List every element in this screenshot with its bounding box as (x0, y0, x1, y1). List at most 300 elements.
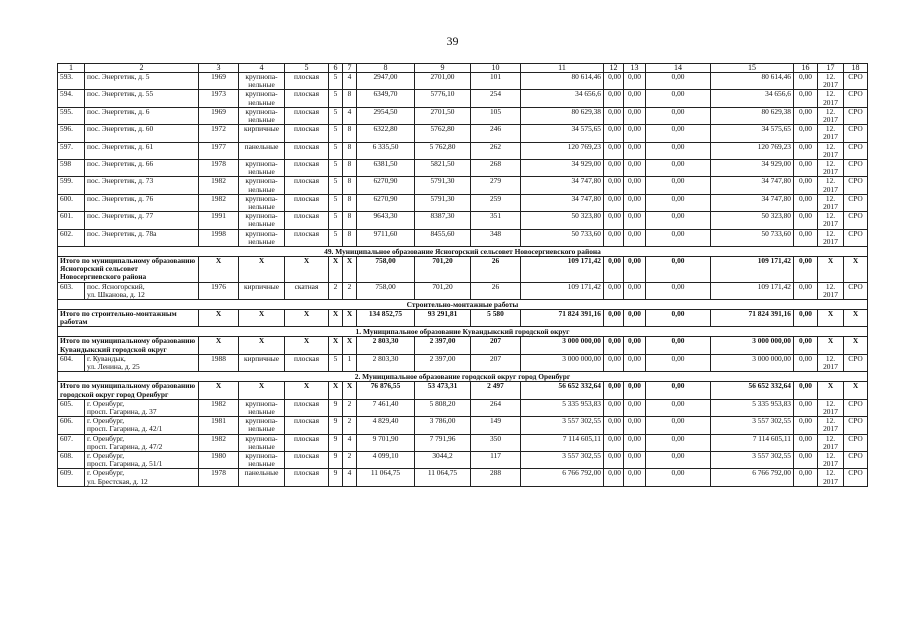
total-cell: 76 876,55 (357, 382, 415, 399)
table-cell: 0,00 (624, 469, 646, 486)
table-cell: 109 171,42 (521, 282, 604, 299)
table-cell: СРО (844, 229, 868, 246)
column-header: 1 (58, 64, 85, 73)
total-cell: 0,00 (794, 337, 818, 354)
table-cell: 1978 (199, 160, 239, 177)
total-cell: 134 852,75 (357, 310, 415, 327)
total-cell: 758,00 (357, 257, 415, 283)
table-cell: пос. Энергетик, д. 61 (85, 142, 199, 159)
table-cell: СРО (844, 417, 868, 434)
table-cell: г. Оренбург, просп. Гагарина, д. 51/1 (85, 451, 199, 468)
total-cell: 0,00 (646, 310, 711, 327)
table-cell: 1982 (199, 194, 239, 211)
total-cell: Х (199, 382, 239, 399)
table-cell: 12. 2017 (818, 282, 844, 299)
table-cell: 609. (58, 469, 85, 486)
table-cell: 0,00 (624, 90, 646, 107)
table-cell: СРО (844, 451, 868, 468)
table-cell: 5 762,80 (415, 142, 471, 159)
table-cell: 2954,50 (357, 107, 415, 124)
table-cell: пос. Энергетик, д. 66 (85, 160, 199, 177)
table-cell: пос. Энергетик, д. 6 (85, 107, 199, 124)
table-cell: 0,00 (646, 282, 711, 299)
table-cell: 0,00 (794, 282, 818, 299)
total-cell: 0,00 (624, 337, 646, 354)
table-cell: СРО (844, 160, 868, 177)
table-cell: плоская (285, 125, 329, 142)
table-cell: 50 733,60 (521, 229, 604, 246)
table-cell: пос. Энергетик, д. 55 (85, 90, 199, 107)
table-cell: 12. 2017 (818, 142, 844, 159)
table-cell: пос. Энергетик, д. 73 (85, 177, 199, 194)
total-cell: Х (818, 337, 844, 354)
table-cell: 34 747,80 (521, 177, 604, 194)
table-cell: пос. Энергетик, д. 76 (85, 194, 199, 211)
table-cell: 8 (343, 160, 357, 177)
table-cell: 4 829,40 (357, 417, 415, 434)
total-label: Итого по муниципальному образованию Кувандыкский городской округ (58, 337, 199, 354)
table-cell: 12. 2017 (818, 107, 844, 124)
table-cell: 120 769,23 (711, 142, 794, 159)
table-cell: 0,00 (624, 451, 646, 468)
table-cell: 2 (329, 282, 343, 299)
table-cell: 4 (343, 107, 357, 124)
table-cell: 0,00 (646, 125, 711, 142)
total-cell: 3 000 000,00 (711, 337, 794, 354)
table-cell: 12. 2017 (818, 469, 844, 486)
table-cell: плоская (285, 451, 329, 468)
table-cell: 3 557 302,55 (521, 451, 604, 468)
table-cell: 6381,50 (357, 160, 415, 177)
table-row (58, 469, 868, 486)
table-cell: 1991 (199, 212, 239, 229)
table-cell: 34 656,6 (521, 90, 604, 107)
table-cell: 12. 2017 (818, 417, 844, 434)
total-cell: Х (343, 382, 357, 399)
table-cell: г. Оренбург, просп. Гагарина, д. 42/1 (85, 417, 199, 434)
table-cell: плоская (285, 354, 329, 371)
total-label: Итого по муниципальному образованию городской округ город Оренбург (58, 382, 199, 399)
table-cell: 0,00 (624, 73, 646, 90)
total-cell: 0,00 (646, 382, 711, 399)
table-cell: крупнопа- нельные (239, 451, 285, 468)
table-cell: 12. 2017 (818, 399, 844, 416)
table-cell: плоская (285, 417, 329, 434)
table-cell: 109 171,42 (711, 282, 794, 299)
table-cell: крупнопа- нельные (239, 212, 285, 229)
table-cell: СРО (844, 194, 868, 211)
table-cell: крупнопа- нельные (239, 399, 285, 416)
table-cell: 12. 2017 (818, 160, 844, 177)
table-cell: крупнопа- нельные (239, 90, 285, 107)
section-heading-row (58, 300, 868, 310)
table-cell: 5791,30 (415, 177, 471, 194)
table-cell: 0,00 (646, 417, 711, 434)
table-cell: 0,00 (794, 160, 818, 177)
table-cell: 1972 (199, 125, 239, 142)
table-cell: 351 (471, 212, 521, 229)
table-cell: 1998 (199, 229, 239, 246)
total-cell: Х (818, 310, 844, 327)
total-cell: 56 652 332,64 (521, 382, 604, 399)
table-cell: 758,00 (357, 282, 415, 299)
table-cell: 0,00 (624, 125, 646, 142)
table-cell: 0,00 (604, 229, 624, 246)
table-cell: 8 (343, 177, 357, 194)
table-row (58, 229, 868, 246)
table-cell: 5776,10 (415, 90, 471, 107)
table-cell: 0,00 (624, 212, 646, 229)
table-cell: СРО (844, 177, 868, 194)
table-cell: 149 (471, 417, 521, 434)
table-cell: 0,00 (646, 434, 711, 451)
table-cell: 599. (58, 177, 85, 194)
table-cell: 0,00 (624, 417, 646, 434)
table-cell: 80 614,46 (521, 73, 604, 90)
table-cell: 0,00 (624, 282, 646, 299)
total-cell: 0,00 (646, 257, 711, 283)
table-cell: 12. 2017 (818, 229, 844, 246)
total-cell: Х (285, 310, 329, 327)
table-cell: 0,00 (646, 451, 711, 468)
total-row (58, 310, 868, 327)
table-cell: 9 (329, 434, 343, 451)
table-cell: 12. 2017 (818, 434, 844, 451)
table-cell: 0,00 (794, 142, 818, 159)
table-row (58, 73, 868, 90)
table-cell: плоская (285, 177, 329, 194)
table-cell: 50 733,60 (711, 229, 794, 246)
table-cell: 1 (343, 354, 357, 371)
total-cell: 0,00 (794, 257, 818, 283)
table-cell: 80 629,38 (521, 107, 604, 124)
total-cell: 56 652 332,64 (711, 382, 794, 399)
column-header: 10 (471, 64, 521, 73)
column-header: 15 (711, 64, 794, 73)
table-row (58, 282, 868, 299)
table-cell: 9643,30 (357, 212, 415, 229)
table-cell: 50 323,80 (711, 212, 794, 229)
total-cell: Х (285, 337, 329, 354)
table-cell: 0,00 (794, 417, 818, 434)
table-cell: 0,00 (624, 354, 646, 371)
table-cell: 0,00 (646, 142, 711, 159)
table-cell: 600. (58, 194, 85, 211)
table-cell: 0,00 (604, 160, 624, 177)
table-cell: крупнопа- нельные (239, 160, 285, 177)
table-cell: 0,00 (794, 194, 818, 211)
total-cell: 26 (471, 257, 521, 283)
table-cell: 2701,00 (415, 73, 471, 90)
table-cell: 0,00 (794, 451, 818, 468)
table-body (58, 64, 868, 487)
column-header: 4 (239, 64, 285, 73)
table-cell: 5 335 953,83 (711, 399, 794, 416)
table-cell: 3044,2 (415, 451, 471, 468)
total-cell: Х (239, 257, 285, 283)
table-cell: 11 064,75 (357, 469, 415, 486)
table-cell: 0,00 (646, 160, 711, 177)
table-cell: 1982 (199, 434, 239, 451)
table-cell: 593. (58, 73, 85, 90)
table-cell: 8 (343, 212, 357, 229)
table-cell: 6 335,50 (357, 142, 415, 159)
table-cell: 8 (343, 194, 357, 211)
table-cell: 264 (471, 399, 521, 416)
total-cell: Х (285, 257, 329, 283)
table-cell: 0,00 (794, 73, 818, 90)
table-cell: 601. (58, 212, 85, 229)
table-cell: 12. 2017 (818, 73, 844, 90)
section-heading-row (58, 327, 868, 337)
table-cell: 2 803,30 (357, 354, 415, 371)
table-cell: 34 656,6 (711, 90, 794, 107)
table-cell: 5 (329, 90, 343, 107)
table-row (58, 125, 868, 142)
total-cell: 0,00 (624, 382, 646, 399)
table-cell: 3 557 302,55 (521, 417, 604, 434)
total-cell: 701,20 (415, 257, 471, 283)
table-cell: СРО (844, 90, 868, 107)
table-cell: плоская (285, 107, 329, 124)
table-cell: 0,00 (794, 399, 818, 416)
table-cell: 2 (343, 451, 357, 468)
table-cell: плоская (285, 434, 329, 451)
table-cell: СРО (844, 107, 868, 124)
table-cell: 12. 2017 (818, 90, 844, 107)
table-cell: кирпичные (239, 282, 285, 299)
table-cell: 262 (471, 142, 521, 159)
table-cell: плоская (285, 90, 329, 107)
table-cell: 34 929,00 (521, 160, 604, 177)
table-cell: пос. Энергетик, д. 78а (85, 229, 199, 246)
table-cell: 6 766 792,00 (711, 469, 794, 486)
table-cell: кирпичные (239, 354, 285, 371)
table-cell: 4 099,10 (357, 451, 415, 468)
table-cell: 12. 2017 (818, 451, 844, 468)
total-cell: 0,00 (604, 382, 624, 399)
table-cell: плоская (285, 142, 329, 159)
capital-repair-register-table (57, 63, 868, 487)
table-cell: 0,00 (604, 107, 624, 124)
table-cell: 7 791,96 (415, 434, 471, 451)
total-cell: Х (329, 310, 343, 327)
table-cell: 254 (471, 90, 521, 107)
table-cell: 1978 (199, 469, 239, 486)
table-cell: 5 (329, 177, 343, 194)
table-cell: 105 (471, 107, 521, 124)
table-cell: 4 (343, 434, 357, 451)
table-cell: 268 (471, 160, 521, 177)
column-header: 13 (624, 64, 646, 73)
table-cell: 5821,50 (415, 160, 471, 177)
table-cell: 1977 (199, 142, 239, 159)
table-cell: 9 (329, 451, 343, 468)
table-cell: 288 (471, 469, 521, 486)
table-cell: 3 786,00 (415, 417, 471, 434)
section-heading-row (58, 247, 868, 257)
section-heading-row (58, 372, 868, 382)
table-cell: 5 (329, 73, 343, 90)
table-cell: 0,00 (794, 125, 818, 142)
table-cell: 9 701,90 (357, 434, 415, 451)
total-cell: 2 397,00 (415, 337, 471, 354)
table-cell: 0,00 (646, 107, 711, 124)
table-cell: 0,00 (794, 354, 818, 371)
total-cell: 93 291,81 (415, 310, 471, 327)
table-cell: 0,00 (604, 451, 624, 468)
table-cell: 0,00 (646, 399, 711, 416)
table-row (58, 434, 868, 451)
table-cell: 0,00 (646, 194, 711, 211)
total-cell: Х (199, 337, 239, 354)
table-cell: 1982 (199, 399, 239, 416)
table-cell: 0,00 (604, 399, 624, 416)
table-cell: 2 (343, 417, 357, 434)
table-cell: СРО (844, 354, 868, 371)
column-header: 17 (818, 64, 844, 73)
table-cell: 5 (329, 212, 343, 229)
table-cell: 8 (343, 142, 357, 159)
total-cell: 109 171,42 (521, 257, 604, 283)
table-cell: 3 000 000,00 (711, 354, 794, 371)
table-cell: г. Оренбург, просп. Гагарина, д. 47/2 (85, 434, 199, 451)
table-cell: 0,00 (646, 354, 711, 371)
table-cell: пос. Энергетик, д. 60 (85, 125, 199, 142)
table-cell: 0,00 (794, 469, 818, 486)
table-cell: 4 (343, 469, 357, 486)
table-cell: 1969 (199, 73, 239, 90)
table-cell: 607. (58, 434, 85, 451)
column-header: 16 (794, 64, 818, 73)
table-cell: 2 (343, 282, 357, 299)
table-cell: 0,00 (604, 73, 624, 90)
table-cell: 1980 (199, 451, 239, 468)
table-cell: 207 (471, 354, 521, 371)
total-cell: Х (239, 382, 285, 399)
total-cell: 2 803,30 (357, 337, 415, 354)
total-cell: Х (844, 310, 868, 327)
table-cell: 34 575,65 (711, 125, 794, 142)
column-header: 7 (343, 64, 357, 73)
table-cell: 0,00 (794, 107, 818, 124)
table-cell: 5762,80 (415, 125, 471, 142)
table-cell: 5 (329, 229, 343, 246)
table-cell: 12. 2017 (818, 125, 844, 142)
table-cell: 2701,50 (415, 107, 471, 124)
table-cell: 34 929,00 (711, 160, 794, 177)
table-cell: плоская (285, 73, 329, 90)
table-cell: 6270,90 (357, 177, 415, 194)
table-cell: 34 575,65 (521, 125, 604, 142)
table-cell: 120 769,23 (521, 142, 604, 159)
table-cell: СРО (844, 125, 868, 142)
total-cell: 0,00 (646, 337, 711, 354)
total-row (58, 337, 868, 354)
total-cell: Х (239, 337, 285, 354)
table-cell: крупнопа- нельные (239, 107, 285, 124)
table-cell: 0,00 (646, 90, 711, 107)
table-cell: 603. (58, 282, 85, 299)
table-cell: СРО (844, 434, 868, 451)
table-cell: 0,00 (646, 177, 711, 194)
table-cell: 6270,90 (357, 194, 415, 211)
section-heading: 49. Муниципальное образование Ясногорский сельсовет Новосергиевского района (58, 247, 868, 257)
table-cell: 0,00 (604, 125, 624, 142)
table-cell: плоская (285, 212, 329, 229)
table-cell: 12. 2017 (818, 194, 844, 211)
table-cell: 8455,60 (415, 229, 471, 246)
table-cell: плоская (285, 160, 329, 177)
section-heading: Строительно-монтажные работы (58, 300, 868, 310)
table-cell: 1976 (199, 282, 239, 299)
table-cell: СРО (844, 212, 868, 229)
table-cell: 597. (58, 142, 85, 159)
table-cell: 594. (58, 90, 85, 107)
table-cell: 11 064,75 (415, 469, 471, 486)
table-cell: 0,00 (624, 434, 646, 451)
total-cell: 0,00 (794, 310, 818, 327)
table-cell: 3 000 000,00 (521, 354, 604, 371)
table-cell: 0,00 (624, 142, 646, 159)
table-cell: 0,00 (604, 417, 624, 434)
table-cell: крупнопа- нельные (239, 229, 285, 246)
table-cell: 0,00 (604, 212, 624, 229)
table-row (58, 354, 868, 371)
total-cell: 0,00 (604, 310, 624, 327)
table-cell: 604. (58, 354, 85, 371)
table-cell: 12. 2017 (818, 354, 844, 371)
table-cell: 0,00 (624, 177, 646, 194)
column-header: 3 (199, 64, 239, 73)
table-cell: 2947,00 (357, 73, 415, 90)
table-cell: 9711,60 (357, 229, 415, 246)
total-cell: 0,00 (794, 382, 818, 399)
table-cell: 596. (58, 125, 85, 142)
table-cell: 12. 2017 (818, 212, 844, 229)
total-cell: 207 (471, 337, 521, 354)
total-cell: Х (329, 382, 343, 399)
total-cell: 0,00 (624, 257, 646, 283)
table-cell: 50 323,80 (521, 212, 604, 229)
table-cell: 6349,70 (357, 90, 415, 107)
table-cell: 598 (58, 160, 85, 177)
total-cell: Х (844, 337, 868, 354)
table-cell: крупнопа- нельные (239, 177, 285, 194)
table-cell: СРО (844, 469, 868, 486)
table-cell: 0,00 (604, 282, 624, 299)
table-row (58, 399, 868, 416)
table-cell: 350 (471, 434, 521, 451)
table-cell: крупнопа- нельные (239, 194, 285, 211)
table-cell: 7 114 605,11 (521, 434, 604, 451)
table-cell: 0,00 (604, 194, 624, 211)
table-cell: панельные (239, 142, 285, 159)
table-cell: 0,00 (624, 107, 646, 124)
table-cell: 0,00 (794, 212, 818, 229)
table-cell: 0,00 (624, 160, 646, 177)
table-cell: плоская (285, 469, 329, 486)
table-cell: пос. Энергетик, д. 77 (85, 212, 199, 229)
total-cell: 53 473,31 (415, 382, 471, 399)
table-row (58, 451, 868, 468)
table-cell: 5 (329, 194, 343, 211)
table-cell: 259 (471, 194, 521, 211)
table-cell: 5 (329, 107, 343, 124)
column-header: 12 (604, 64, 624, 73)
table-cell: 0,00 (604, 142, 624, 159)
table-cell: 34 747,80 (711, 177, 794, 194)
